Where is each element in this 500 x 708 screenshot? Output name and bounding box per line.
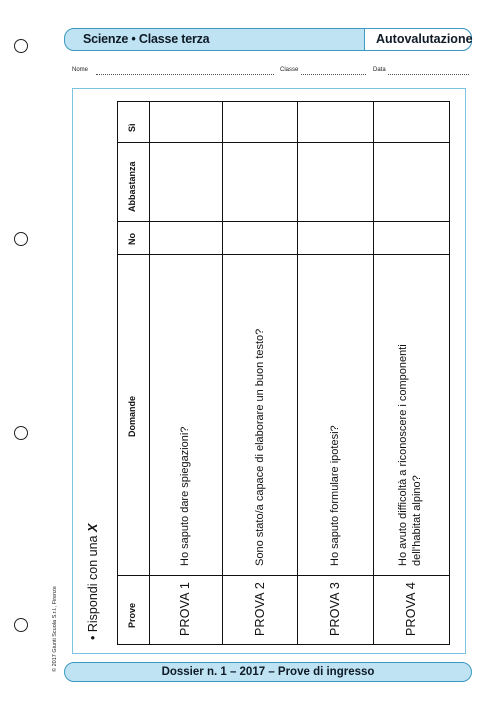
answer-cell-abbastanza-1[interactable] (150, 143, 221, 220)
answer-cell-no-1[interactable] (150, 222, 221, 253)
question-2: Sono stato/a capace di elaborare un buon testo? (254, 328, 266, 566)
answer-cell-abbastanza-2[interactable] (223, 143, 296, 220)
table-divider (118, 575, 449, 576)
prova-1-label: PROVA 1 (178, 582, 192, 636)
classe-field[interactable] (301, 74, 366, 75)
answer-cell-si-2[interactable] (223, 102, 296, 141)
header-domande: Domande (127, 395, 137, 437)
answer-cell-abbastanza-4[interactable] (374, 143, 449, 220)
nome-field[interactable] (96, 74, 274, 75)
instruction-bullet: • (86, 635, 100, 640)
self-assessment-table (117, 101, 450, 645)
question-4-line-2: dell'habitat alpino? (411, 475, 423, 566)
question-1: Ho saputo dare spiegazioni? (179, 426, 191, 566)
header-title: Scienze • Classe terza (83, 32, 210, 46)
nome-label: Nome (72, 67, 89, 73)
copyright-text: © 2017 Giunti Scuola S.r.l., Firenze (52, 586, 58, 672)
answer-cell-abbastanza-3[interactable] (298, 143, 372, 220)
instruction-text: Rispondi con una (86, 535, 100, 633)
footer-bar (64, 662, 472, 682)
answer-cell-si-1[interactable] (150, 102, 221, 141)
binder-hole-lower (14, 426, 28, 440)
data-label: Data (373, 67, 386, 73)
binder-hole-bottom (14, 618, 28, 632)
prova-4-label: PROVA 4 (404, 582, 418, 636)
prova-3-label: PROVA 3 (328, 582, 342, 636)
answer-cell-si-4[interactable] (374, 102, 449, 141)
instruction (86, 524, 100, 640)
question-3: Ho saputo formulare ipotesi? (329, 425, 341, 566)
instruction-mark: X (86, 523, 100, 533)
table-divider (118, 254, 449, 255)
prova-2-label: PROVA 2 (253, 582, 267, 636)
answer-cell-no-3[interactable] (298, 222, 372, 253)
question-4-line-1: Ho avuto difficoltà a riconoscere i componenti (397, 344, 409, 566)
header-si: Sì (127, 123, 137, 132)
footer-text: Dossier n. 1 – 2017 – Prove di ingresso (161, 666, 375, 678)
binder-hole-upper (14, 232, 28, 246)
binder-hole-top (14, 39, 28, 53)
data-field[interactable] (388, 74, 469, 75)
header-abbastanza: Abbastanza (127, 161, 137, 212)
student-info-line (72, 67, 472, 79)
answer-cell-no-4[interactable] (374, 222, 449, 253)
header-tab (364, 28, 472, 51)
header-bar (64, 28, 472, 51)
header-no: No (127, 233, 137, 245)
header-prove: Prove (127, 602, 137, 628)
header-tab-label: Autovalutazione (376, 32, 473, 46)
answer-cell-si-3[interactable] (298, 102, 372, 141)
answer-cell-no-2[interactable] (223, 222, 296, 253)
classe-label: Classe (280, 67, 299, 73)
